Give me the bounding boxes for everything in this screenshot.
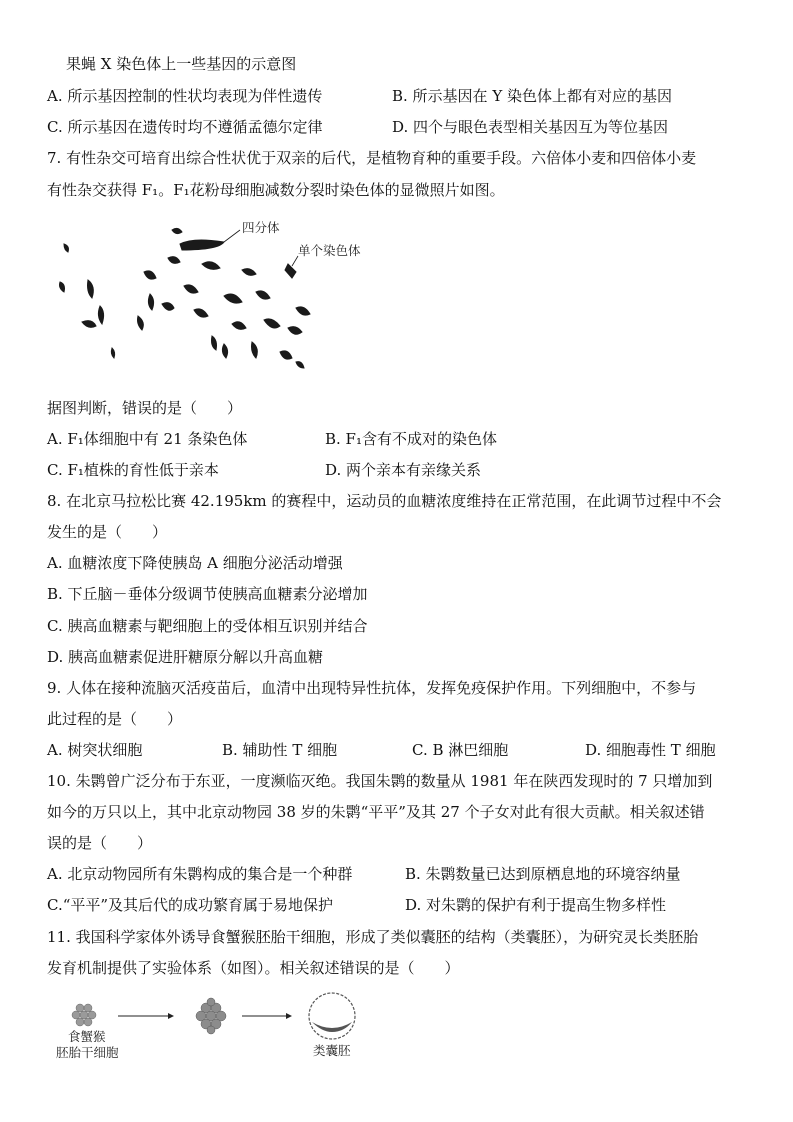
q7-option-b[interactable]: B. F₁含有不成对的染色体 — [325, 430, 497, 448]
q7-label-single-chromosome: 单个染色体 — [298, 243, 361, 258]
q11-label-blastoid: 类囊胚 — [313, 1043, 351, 1058]
q8-option-c[interactable]: C. 胰高血糖素与靶细胞上的受体相互识别并结合 — [47, 617, 368, 635]
q7-option-a[interactable]: A. F₁体细胞中有 21 条染色体 — [47, 430, 248, 448]
q7-stem-line-1: 7. 有性杂交可培育出综合性状优于双亲的后代，是植物育种的重要手段。六倍体小麦和四倍体小麦 — [47, 149, 697, 167]
q9-option-d[interactable]: D. 细胞毒性 T 细胞 — [585, 741, 716, 759]
q6-figure-caption: 果蝇 X 染色体上一些基因的示意图 — [66, 55, 297, 73]
q6-option-a[interactable]: A. 所示基因控制的性状均表现为伴性遗传 — [47, 87, 323, 105]
q10-stem-line-3: 误的是（ ） — [47, 834, 153, 852]
q7-label-tetrad: 四分体 — [242, 220, 280, 235]
q11-label-cell-line-1: 食蟹猴 — [68, 1029, 106, 1044]
q8-option-b[interactable]: B. 下丘脑－垂体分级调节使胰高血糖素分泌增加 — [47, 585, 368, 603]
q7-stem-line-2: 有性杂交获得 F₁。F₁花粉母细胞减数分裂时染色体的显微照片如图。 — [47, 181, 505, 199]
q8-option-a[interactable]: A. 血糖浓度下降使胰岛 A 细胞分泌活动增强 — [47, 554, 343, 572]
q9-stem-line-2: 此过程的是（ ） — [47, 710, 183, 728]
q8-option-d[interactable]: D. 胰高血糖素促进肝糖原分解以升高血糖 — [47, 648, 324, 666]
blastoid-icon — [309, 993, 355, 1039]
q7-question: 据图判断，错误的是（ ） — [47, 399, 243, 417]
q9-stem-line-1: 9. 人体在接种流脑灭活疫苗后，血清中出现特异性抗体，发挥免疫保护作用。下列细胞中，不参与 — [47, 679, 697, 697]
q11-stem-line-1: 11. 我国科学家体外诱导食蟹猴胚胎干细胞，形成了类似囊胚的结构（类囊胚），为研究灵长类胚胎 — [47, 928, 699, 946]
q6-option-d[interactable]: D. 四个与眼色表型相关基因互为等位基因 — [392, 118, 669, 136]
q6-option-c[interactable]: C. 所示基因在遗传时均不遵循孟德尔定律 — [47, 118, 323, 136]
q8-stem-line-2: 发生的是（ ） — [47, 523, 168, 541]
q9-option-b[interactable]: B. 辅助性 T 细胞 — [222, 741, 338, 759]
q11-stem-line-2: 发育机制提供了实验体系（如图）。相关叙述错误的是（ ） — [47, 959, 460, 977]
q11-label-cell-line-2: 胚胎干细胞 — [56, 1045, 119, 1060]
q10-option-c[interactable]: C.“平平”及其后代的成功繁育属于易地保护 — [47, 896, 334, 914]
q10-option-b[interactable]: B. 朱鹮数量已达到原栖息地的环境容纳量 — [405, 865, 681, 883]
q7-option-c[interactable]: C. F₁植株的育性低于亲本 — [47, 461, 219, 479]
cell-aggregate-icon — [196, 998, 226, 1034]
q10-stem-line-1: 10. 朱鹮曾广泛分布于东亚，一度濒临灭绝。我国朱鹮的数量从 1981 年在陕西发现时的 7 只增加到 — [47, 772, 713, 790]
q8-stem-line-1: 8. 在北京马拉松比赛 42.195km 的赛程中，运动员的血糖浓度维持在正常范围，在此调节过程中不会 — [47, 492, 722, 510]
q9-option-c[interactable]: C. B 淋巴细胞 — [412, 741, 509, 759]
q7-option-d[interactable]: D. 两个亲本有亲缘关系 — [325, 461, 482, 479]
q6-option-b[interactable]: B. 所示基因在 Y 染色体上都有对应的基因 — [392, 87, 672, 105]
q9-option-a[interactable]: A. 树突状细胞 — [47, 741, 143, 759]
stem-cell-cluster-icon — [72, 1004, 96, 1026]
q7-chromosome-micrograph — [52, 212, 382, 382]
q10-option-d[interactable]: D. 对朱鹮的保护有利于提高生物多样性 — [405, 896, 667, 914]
q10-option-a[interactable]: A. 北京动物园所有朱鹮构成的集合是一个种群 — [47, 865, 353, 883]
q10-stem-line-2: 如今的万只以上，其中北京动物园 38 岁的朱鹮“平平”及其 27 个子女对此有很大贡献。相关叙述错 — [47, 803, 705, 821]
